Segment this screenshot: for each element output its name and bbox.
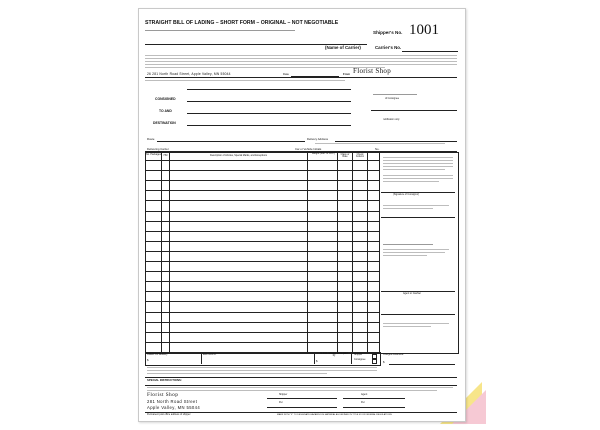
cod-label: Collect On Delivery: [147, 353, 168, 356]
signature-consignor-label: (Signature of Consignor): [393, 193, 420, 196]
table-row: [145, 251, 379, 252]
hazmat-note: MARK WITH "X" TO DESIGNATE HAZARDOUS MATERIAL AS DEFINED IN TITLE 49 OF FEDERAL REGULATIONS: [277, 414, 392, 416]
agent-cashier-label: Agent or Cashier: [403, 292, 421, 295]
carriers-no-label: Carrier's No.: [375, 45, 402, 50]
received-fine-print: [145, 30, 295, 31]
cod-divider: [201, 352, 202, 364]
section7-fine-print-line: [383, 169, 445, 170]
table-row: [145, 291, 379, 292]
section7-fine-print-line: [383, 157, 453, 158]
ack-fine-print-line: [383, 323, 449, 324]
col-description: Description of Articles, Special Marks, and Exceptions: [209, 154, 267, 157]
rate-fine-print-line: [147, 370, 377, 371]
col-class: Class or Rate: [340, 153, 350, 159]
delivery-fine-print-line: [315, 143, 445, 144]
prepaid-fine-print-line: [383, 205, 449, 206]
footer-shipper-label: Shipper: [279, 393, 288, 396]
delivery-address-line: [335, 141, 457, 142]
shippers-number: 1001: [409, 22, 439, 38]
rate-footnote-line: [145, 377, 457, 378]
certify-fine-print-line: [147, 387, 453, 388]
col-weight: * Weight (Sub. to Corr.): [310, 152, 335, 155]
car-no-label: No.: [375, 147, 380, 151]
cod-charge-label: C.O.D. Charge to be paid by: [320, 352, 348, 358]
delivery-address-label: Delivery Address: [307, 137, 328, 141]
table-row: [145, 231, 379, 232]
terms-fine-print-line: [145, 55, 457, 56]
name-of-carrier-label: (Name of Carrier): [325, 45, 361, 50]
per-line: [381, 314, 455, 315]
terms-fine-print-line: [145, 67, 385, 68]
table-row: [145, 241, 379, 242]
footer-per-label-2: Per: [361, 401, 365, 404]
table-row: [145, 221, 379, 222]
charges-advanced-line: [389, 364, 455, 365]
table-row: [145, 211, 379, 212]
section7-fine-print-line: [383, 160, 453, 161]
mail-address-fine-print: [373, 94, 417, 95]
cod-charge-dollar: $: [316, 359, 318, 363]
table-row: [145, 281, 379, 282]
carriers-no-line: [402, 51, 458, 52]
received-fine-print-line: [383, 255, 427, 256]
section7-fine-print-line: [383, 166, 453, 167]
consignee-line-1: [187, 89, 351, 90]
ack-fine-print-line: [383, 326, 431, 327]
address-line: [145, 77, 457, 78]
cod-divider: [314, 352, 315, 364]
mail-address-line: [371, 110, 457, 111]
table-row: [145, 180, 379, 181]
shipper-address: 26 281 North Road Street, Apple Valley, MN 55044: [147, 72, 231, 76]
received-fine-print-line: [383, 249, 449, 250]
consignee-option-label: Consignee: [354, 358, 366, 361]
prepaid-line: [381, 217, 455, 218]
prepaid-fine-print-line: [383, 208, 433, 209]
section7-fine-print-line: [383, 175, 453, 176]
terms-fine-print-line: [145, 61, 457, 62]
table-row: [145, 261, 379, 262]
col-packages: No. Packages: [146, 153, 161, 156]
table-row: [145, 342, 379, 343]
consigned-label: CONSIGNED: [155, 97, 176, 101]
delivering-carrier-label: Delivering Carrier: [147, 147, 169, 151]
col-check: Check Column: [355, 153, 365, 159]
route-line: [157, 141, 305, 142]
destination-label: DESTINATION: [153, 121, 176, 125]
address-fine-print-line: [145, 80, 345, 81]
section7-fine-print-line: [383, 181, 439, 182]
table-row: [145, 190, 379, 191]
notification-label: notification only: [383, 118, 400, 121]
table-row: [145, 271, 379, 272]
shipper-option-label: Shipper: [354, 353, 363, 356]
footer-shipper-line: [267, 398, 337, 399]
consignee-line-2: [187, 101, 351, 102]
table-row: [145, 170, 379, 171]
form-title: STRAIGHT BILL OF LADING – SHORT FORM – ORIGINAL – NOT NEGOTIABLE: [145, 20, 339, 26]
special-instructions-label: SPECIAL INSTRUCTIONS:: [147, 378, 182, 382]
terms-fine-print-line: [145, 64, 457, 65]
rate-fine-print-line: [147, 367, 377, 368]
footer-per-line-2: [343, 407, 405, 408]
section7-fine-print-line: [383, 178, 453, 179]
to-and-label: TO AND: [159, 109, 172, 113]
received-fine-print-line: [383, 252, 445, 253]
car-initials-label: Car or Vehicle Initials: [295, 147, 322, 151]
charges-advanced-dollar: $: [383, 360, 385, 364]
table-row: [145, 322, 379, 323]
cod-divider: [351, 352, 352, 364]
certify-fine-print-line: [147, 390, 437, 391]
footer-line: [145, 412, 457, 413]
consignee-line-3: [187, 113, 351, 114]
footer-per-label-1: Per: [279, 401, 283, 404]
table-row: [145, 312, 379, 313]
cod-dollar: $: [147, 358, 149, 362]
from-name: Florist Shop: [353, 67, 392, 75]
special-instructions-line: [145, 385, 457, 386]
table-row: [145, 301, 379, 302]
consignee-line-4: [187, 125, 351, 126]
bill-of-lading-form: [138, 8, 466, 422]
section7-fine-print-line: [383, 163, 453, 164]
shippers-no-label: Shipper's No.: [373, 30, 403, 35]
footer-per-line-1: [267, 407, 337, 408]
table-row: [145, 200, 379, 201]
of-consignee-label: of Consignee: [385, 97, 400, 100]
terms-fine-print-line: [145, 58, 457, 59]
footer-agent-line: [343, 398, 405, 399]
charges-advanced-label: Charges Advanced:: [383, 353, 404, 356]
received-fine-print: [383, 244, 433, 245]
from-label: From: [343, 72, 350, 76]
rate-fine-print-line: [147, 373, 327, 374]
footer-agent-label: Agent: [361, 393, 368, 396]
table-col-divider: [379, 152, 380, 352]
footer-city: Apple Valley, MN 55044: [147, 405, 201, 410]
route-label: Route: [147, 137, 155, 141]
remit-label: and remit to:: [203, 353, 217, 356]
consignee-checkbox[interactable]: [372, 359, 377, 364]
col-hm: HM: [163, 154, 168, 157]
table-row: [145, 160, 379, 161]
permanent-address-label: Permanent post office address of shipper: [147, 413, 191, 416]
table-row: [145, 332, 379, 333]
date-label: Date: [283, 72, 289, 76]
footer-street: 281 North Road Street: [147, 399, 198, 404]
footer-shipper-name: Florist Shop: [147, 392, 179, 398]
